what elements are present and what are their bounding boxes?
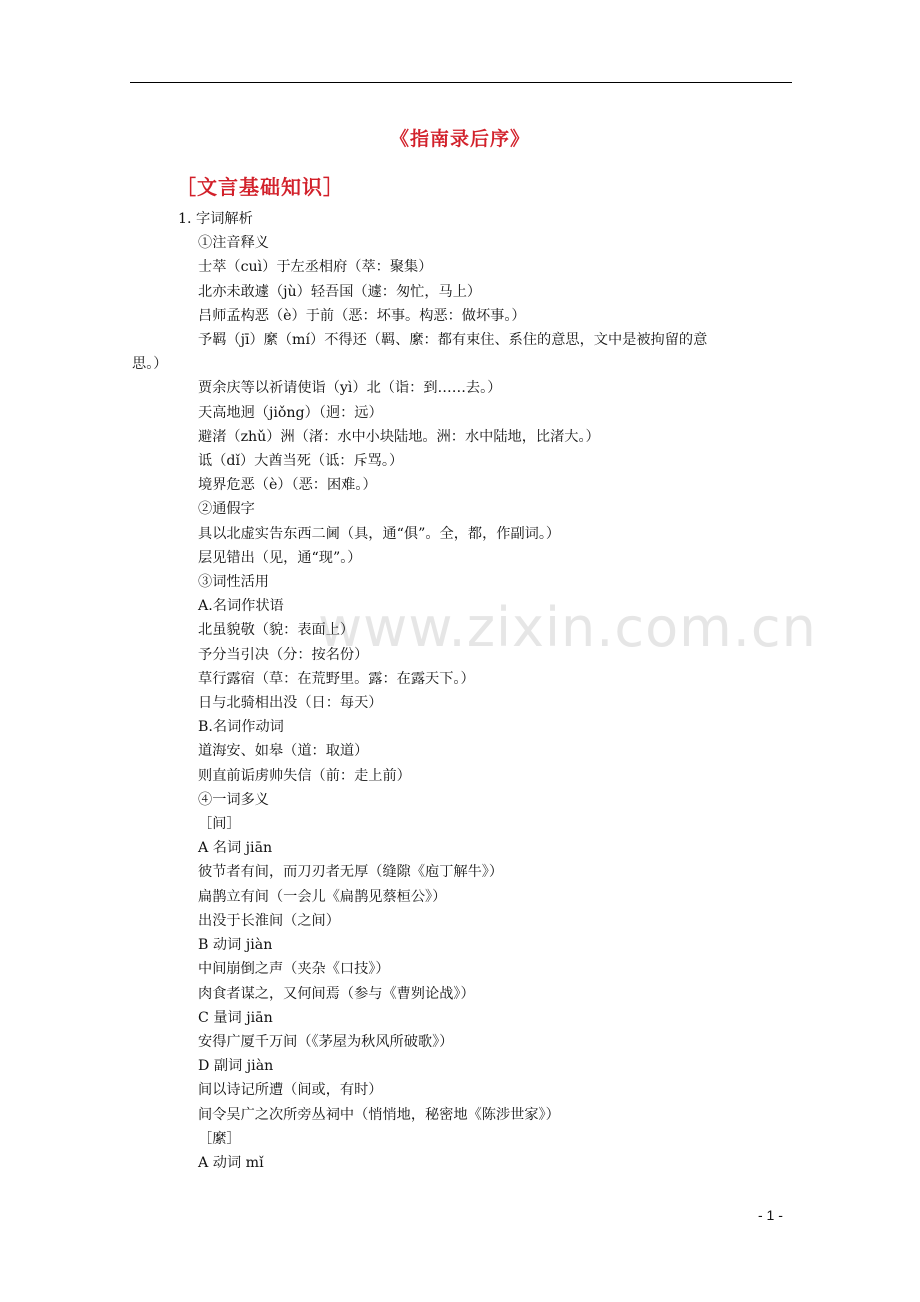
section-heading: ［文言基础知识］: [176, 175, 344, 199]
category-label: A.名词作状语: [198, 598, 284, 615]
text-line: 具以北虚实告东西二阃（具，通“俱”。全，都，作副词。）: [198, 525, 561, 542]
word-heading: ［间］: [198, 816, 241, 833]
category-label: A 名词 jiān: [198, 840, 273, 857]
text-line: 中间崩倒之声（夹杂《口技》）: [198, 961, 390, 978]
text-line: 扁鹊立有间（一会儿《扁鹊见蔡桓公》）: [198, 888, 447, 905]
text-line-continuation: 思。）: [132, 356, 168, 373]
subheading: ④一词多义: [198, 791, 269, 808]
text-line: 草行露宿（草：在荒野里。露：在露天下。）: [198, 670, 475, 687]
text-line: 间以诗记所遭（间或，有时）: [198, 1082, 383, 1099]
text-line: 肉食者谋之，又何间焉（参与《曹刿论战》）: [198, 985, 475, 1002]
text-line: 日与北骑相出没（日：每天）: [198, 695, 383, 712]
text-line: 境界危恶（è）（恶：困难。）: [198, 477, 377, 494]
text-line: 道海安、如皋（道：取道）: [198, 743, 369, 760]
word-heading: ［縻］: [198, 1130, 241, 1147]
document-body: [0, 207, 920, 1175]
text-line: 士萃（cuì）于左丞相府（萃：聚集）: [198, 259, 433, 276]
text-line: 出没于长淮间（之间）: [198, 912, 340, 929]
subheading: ②通假字: [198, 501, 255, 518]
text-line: 北虽貌敬（貌：表面上）: [198, 622, 355, 639]
category-label: B.名词作动词: [198, 719, 284, 736]
text-line: 避渚（zhǔ）洲（渚：水中小块陆地。洲：水中陆地，比渚大。）: [198, 428, 600, 445]
page-number: - 1 -: [758, 1207, 783, 1223]
category-label: B 动词 jiàn: [198, 937, 273, 954]
numbered-heading: 1. 字词解析: [178, 211, 253, 227]
text-line: 则直前诟虏帅失信（前：走上前）: [198, 767, 411, 784]
category-label: A 动词 mǐ: [198, 1154, 264, 1171]
text-line: 北亦未敢遽（jù）轻吾国（遽：匆忙，马上）: [198, 283, 482, 300]
subheading: ③词性活用: [198, 574, 269, 591]
text-line: 彼节者有间，而刀刃者无厚（缝隙《庖丁解牛》）: [198, 864, 504, 881]
text-line: 予分当引决（分：按名份）: [198, 646, 369, 663]
text-line: 层见错出（见，通“现”。）: [198, 549, 362, 566]
watermark-text: www.zixin.com.cn: [318, 596, 817, 659]
text-line: 安得广厦千万间（《茅屋为秋风所破歌》）: [198, 1033, 454, 1050]
document-title: 《指南录后序》: [389, 128, 530, 150]
category-label: D 副词 jiàn: [198, 1058, 274, 1075]
text-line: 诋（dǐ）大酋当死（诋：斥骂。）: [198, 453, 404, 470]
text-line: 贾余庆等以祈请使诣（yì）北（诣：到……去。）: [198, 380, 502, 397]
header-rule: [130, 82, 792, 83]
text-line: 予羁（jī）縻（mí）不得还（羁、縻：都有束住、系住的意思，文中是被拘留的意: [198, 332, 708, 349]
text-line: 间令吴广之次所旁丛祠中（悄悄地，秘密地《陈涉世家》）: [198, 1106, 560, 1123]
text-line: 吕师孟构恶（è）于前（恶：坏事。构恶：做坏事。）: [198, 307, 526, 324]
text-line: 天高地迥（jiǒng）（迥：远）: [198, 404, 383, 421]
subheading: ①注音释义: [198, 235, 269, 252]
category-label: C 量词 jiān: [198, 1009, 273, 1026]
